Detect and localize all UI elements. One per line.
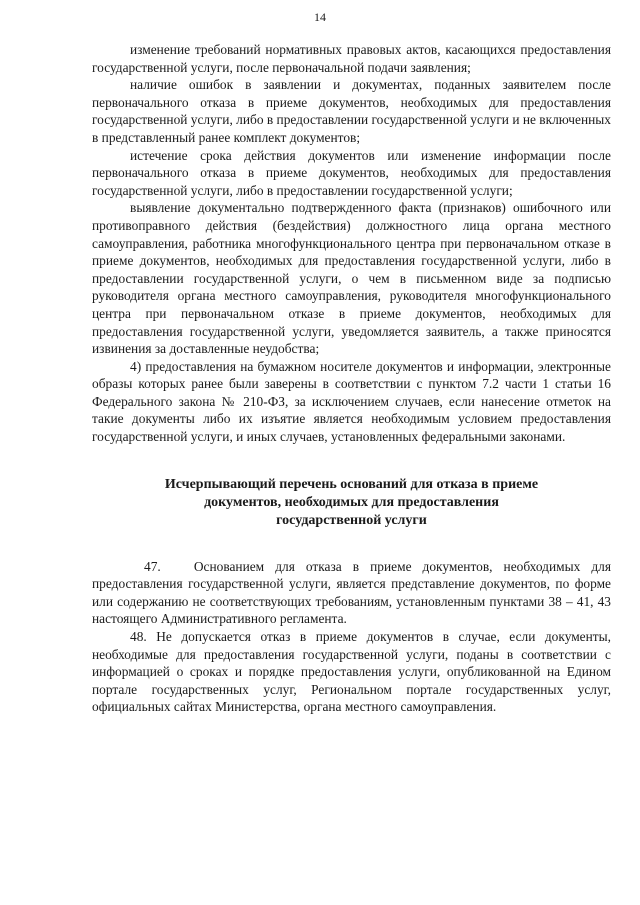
paragraph-document-expiry: истечение срока действия документов или изменение информации после первоначального отказа в приеме документов, необходимых для предоставления государственной услуги, либо в предоставлении государственной услуги; [92, 147, 611, 198]
section-heading-line-2: документов, необходимых для предоставления [204, 494, 499, 510]
section-heading-line-1: Исчерпывающий перечень оснований для отказа в приеме [164, 476, 539, 492]
paragraph-item-4: 4) предоставления на бумажном носителе документов и информации, электронные образы которых ранее были заверены в соответствии с пунктом 7.2 части 1 статьи 16 Федерального закона № 210-ФЗ, за исключением случаев, если нанесение отметок на такие документы либо их изъятие является необходимым условием предоставления государственной услуги, и иных случаев, установленных федеральными законами. [92, 358, 611, 445]
section-heading-line-3: государственной услуги [276, 512, 427, 528]
paragraph-regulation-change: изменение требований нормативных правовых актов, касающихся предоставления государственной услуги, после первоначальной подачи заявления; [92, 42, 611, 75]
paragraph-errors-in-application: наличие ошибок в заявлении и документах, поданных заявителем после первоначального отказа в приеме документов, необходимых для предоставления государственной услуги, либо в предоставлении государственной услуги и не включенных в представленный ранее комплект документов; [92, 77, 611, 145]
section-heading [92, 476, 611, 530]
paragraph-item-48: 48. Не допускается отказ в приеме документов в случае, если документы, необходимые для предоставления государственной услуги, поданы в соответствии с информацией о сроках и порядке предоставления услуги, опубликованной на Едином портале государственных услуг, Региональном портале государственных услуг, официальных сайтах Министерства, органа местного самоуправления. [92, 629, 611, 715]
paragraph-official-misconduct: выявление документально подтвержденного факта (признаков) ошибочного или противоправного действия (бездействия) должностного лица органа местного самоуправления, работника многофункционального центра при первоначальном отказе в приеме документов, необходимых для предоставления государственной услуги, либо в предоставлении государственной услуги, о чем в письменном виде за подписью руководителя органа местного самоуправления, руководителя многофункционального центра при первоначальном отказе в приеме документов, необходимых для предоставления государственной услуги, уведомляется заявитель, а также приносятся извинения за доставленные неудобства; [92, 200, 611, 357]
document-body [92, 41, 615, 716]
paragraph-item-47: 47. Основанием для отказа в приеме документов, необходимых для предоставления государственной услуги, является представление документов, по форме или содержанию не соответствующих требованиям, установленным пунктами 38 – 41, 43 настоящего Административного регламента. [92, 558, 615, 627]
page-number: 14 [314, 10, 326, 24]
